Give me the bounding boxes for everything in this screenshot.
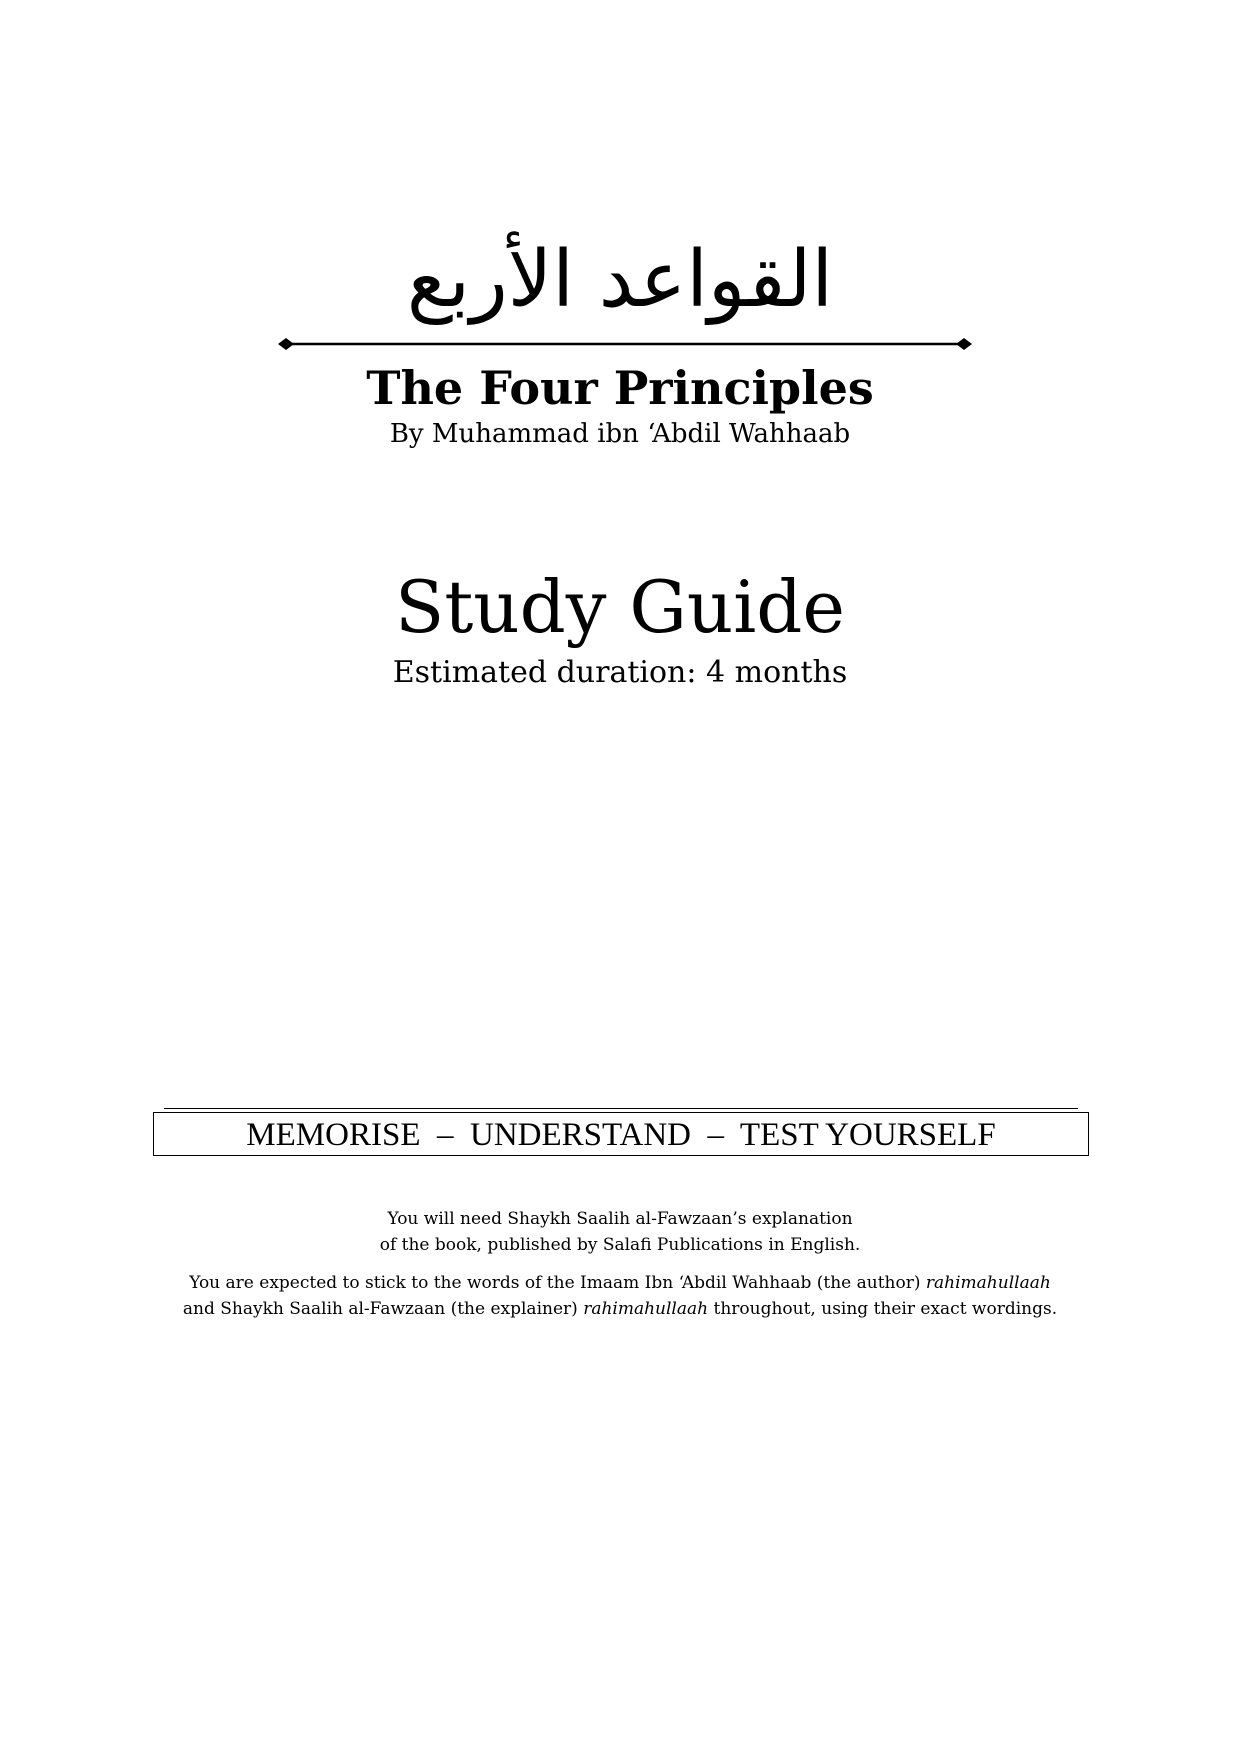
note-expectation-line-1	[0, 1270, 1240, 1296]
note-expectation	[0, 1270, 1240, 1322]
study-guide-heading: Study Guide	[395, 565, 845, 649]
note-requirement	[0, 1206, 1240, 1258]
note-expectation-line-2-ending: throughout, using their exact wordings.	[708, 1299, 1058, 1319]
ornamental-divider	[278, 336, 972, 352]
instructions	[0, 1206, 1240, 1334]
note-expectation-line-1-honorific: rahimahullaah	[925, 1273, 1051, 1293]
note-expectation-line-1-text: You are expected to stick to the words of the Imaam Ibn ‘Abdil Wahhaab (the author)	[189, 1273, 926, 1293]
english-title: The Four Principles	[366, 361, 874, 415]
note-requirement-line-2: of the book, published by Salafi Publications in English.	[379, 1235, 861, 1255]
note-expectation-line-2-honorific: rahimahullaah	[583, 1299, 709, 1319]
motto-text: MEMORISE – UNDERSTAND – TEST YOURSELF	[246, 1117, 996, 1153]
note-expectation-line-2-text: and Shaykh Saalih al-Fawzaan (the explainer)	[182, 1299, 584, 1319]
arabic-title: القواعد الأربع	[406, 235, 834, 325]
motto-box	[153, 1112, 1089, 1156]
note-requirement-line-1: You will need Shaykh Saalih al-Fawzaan’s explanation	[387, 1209, 853, 1229]
author-line: By Muhammad ibn ‘Abdil Wahhaab	[389, 419, 851, 449]
estimated-duration: Estimated duration: 4 months	[392, 655, 848, 690]
note-expectation-line-2	[0, 1296, 1240, 1322]
